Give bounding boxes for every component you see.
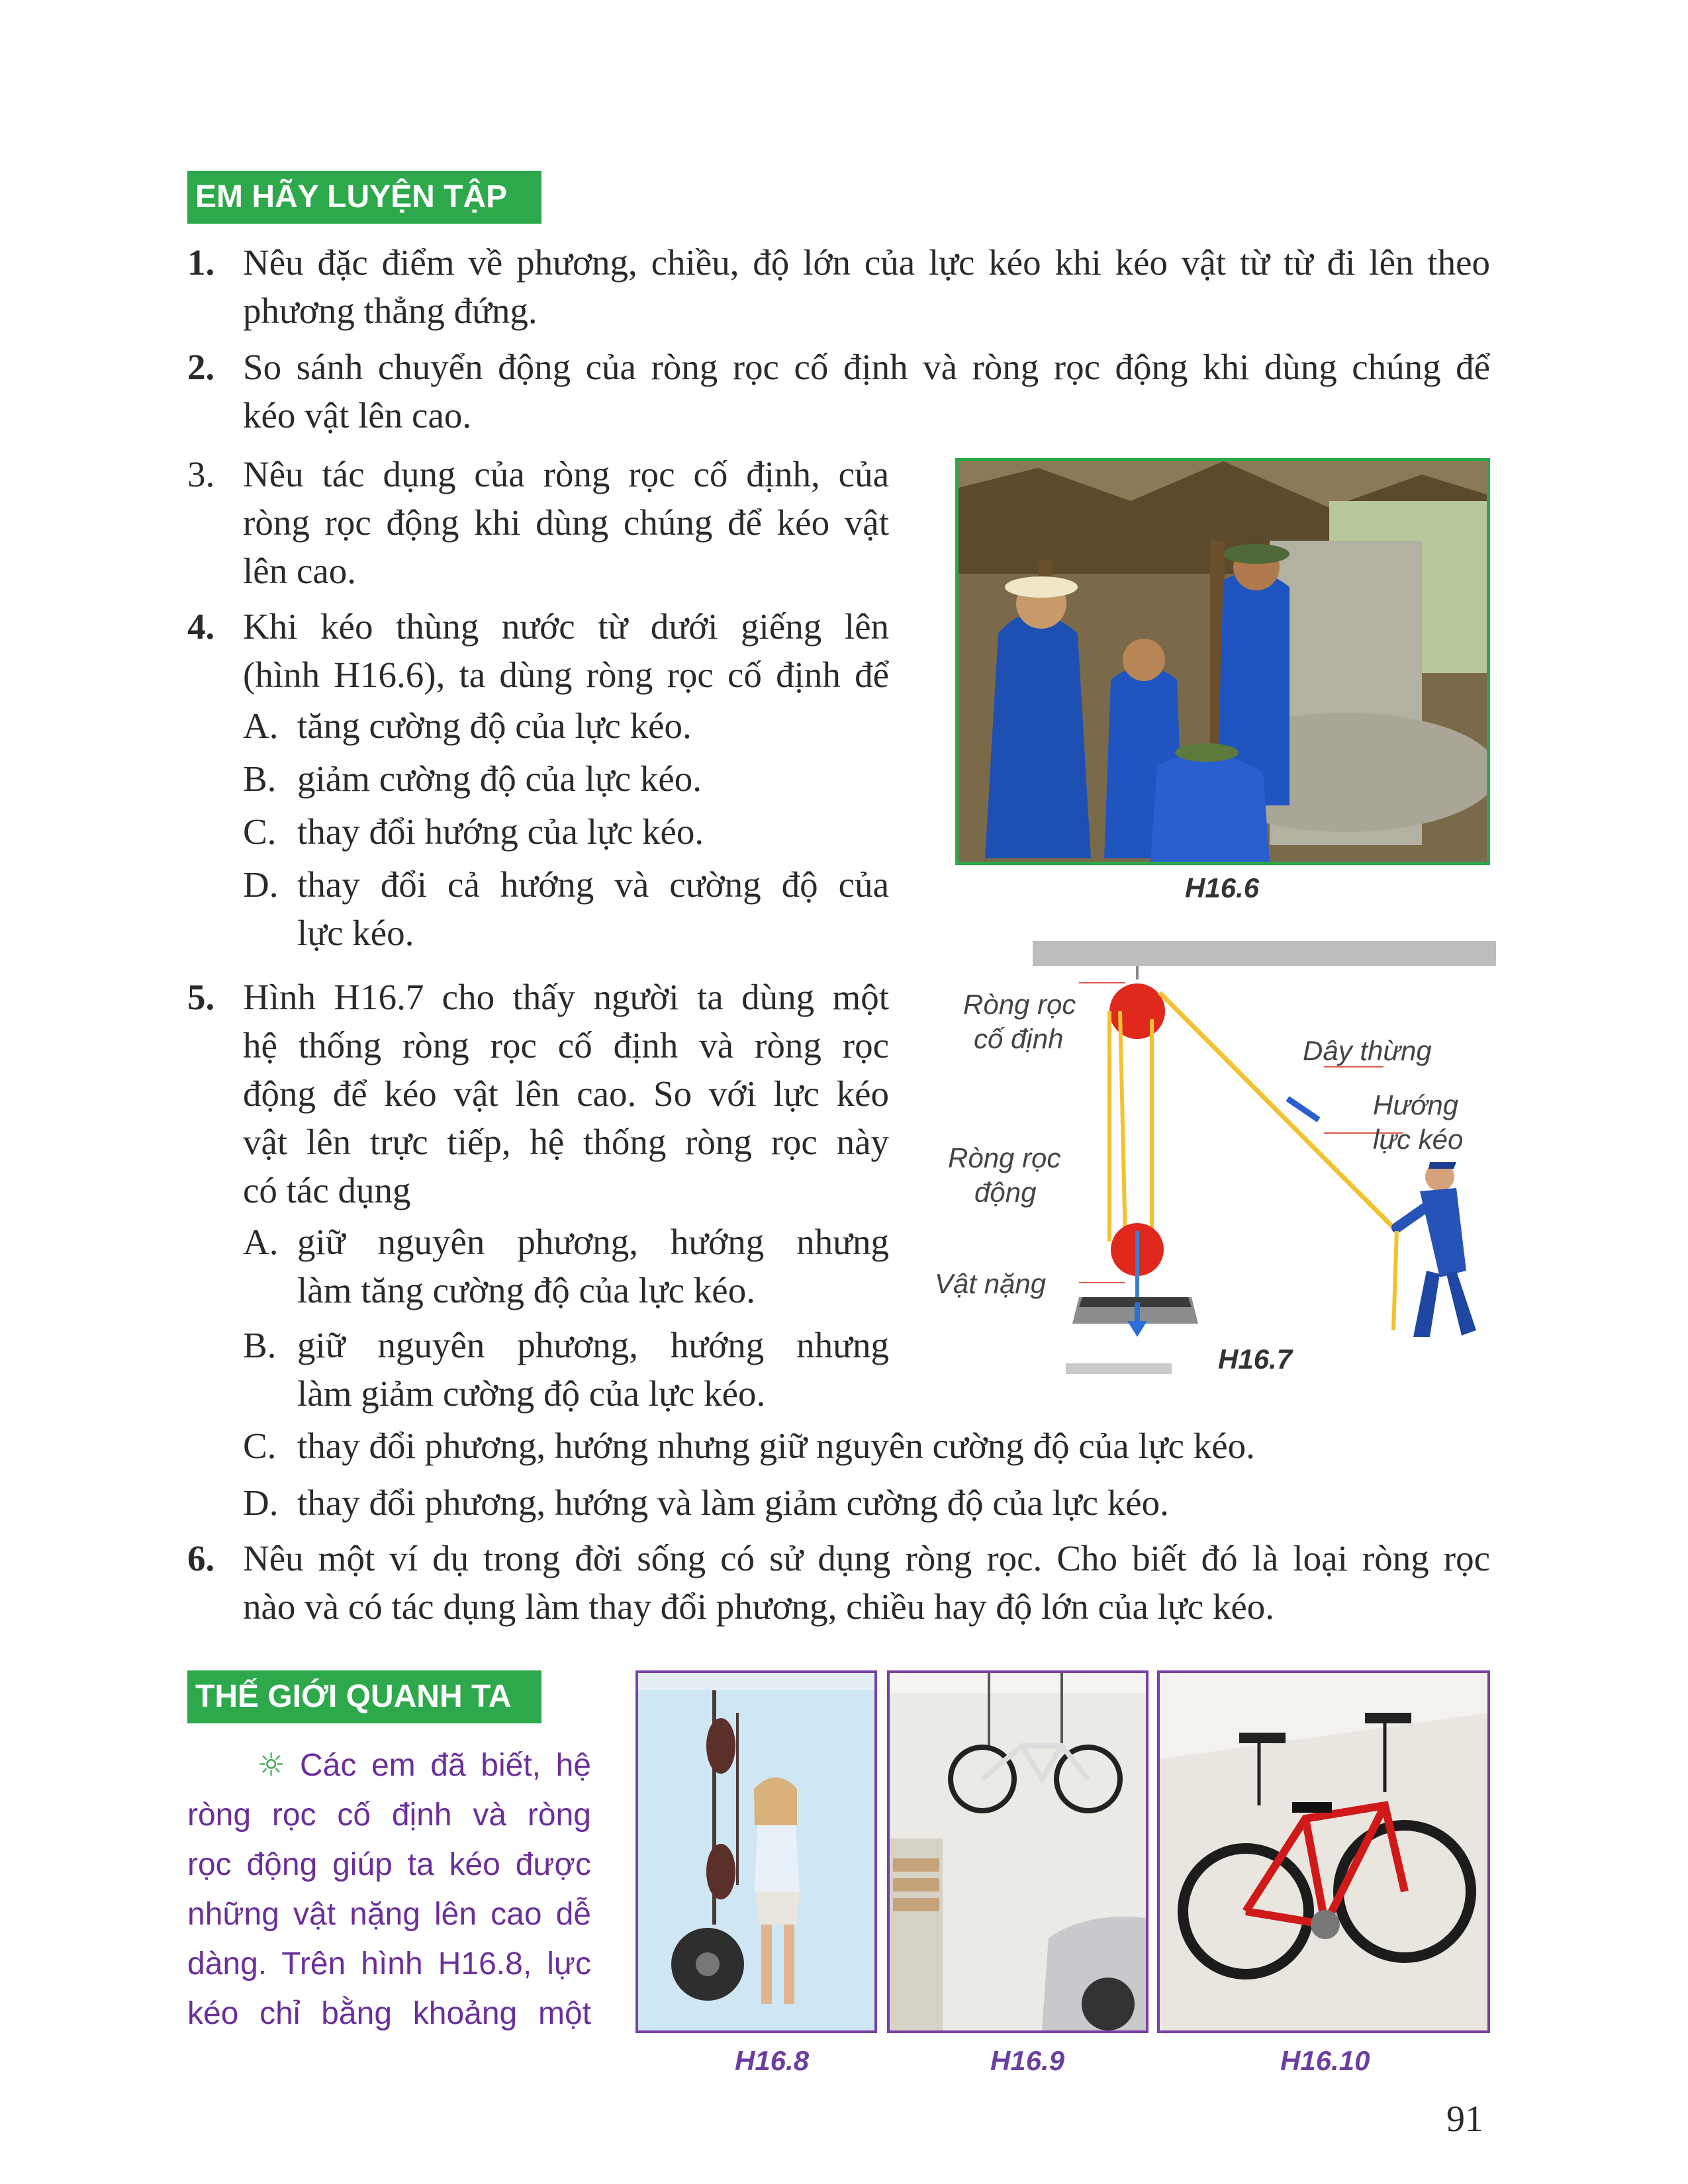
- label-pull-direction: [1373, 1088, 1463, 1157]
- fixed-pulley: [1109, 983, 1165, 1039]
- question-line: lên cao.: [243, 551, 357, 591]
- pull-direction-arrow: [1288, 1099, 1319, 1120]
- question-number: 2.: [187, 347, 215, 387]
- question-line: phương thẳng đứng.: [243, 291, 538, 331]
- option-letter: A.: [243, 1222, 279, 1262]
- option-text: thay đổi phương, hướng nhưng giữ nguyên cường độ của lực kéo.: [297, 1426, 1255, 1466]
- question-line: Khi kéo thùng nước từ dưới giếng lên: [243, 606, 889, 647]
- photo-h16-10: [1157, 1670, 1490, 2033]
- question-number: 6.: [187, 1538, 215, 1578]
- man-pulling: [1393, 1162, 1476, 1337]
- option-letter: D.: [243, 864, 279, 905]
- option-text: giữ nguyên phương, hướng nhưng: [297, 1325, 889, 1365]
- practice-heading: EM HÃY LUYỆN TẬP: [187, 171, 541, 224]
- option-text: làm tăng cường độ của lực kéo.: [297, 1270, 755, 1310]
- question-line: Hình H16.7 cho thấy người ta dùng một: [243, 977, 889, 1017]
- question-number: 1.: [187, 242, 215, 283]
- label-fixed-pulley: [963, 987, 1076, 1056]
- question-number: 5.: [187, 977, 215, 1017]
- figure-caption-h16-10: H16.10: [1280, 2045, 1370, 2076]
- question-line: So sánh chuyển động của ròng rọc cố định và ròng rọc động khi dùng chúng để: [243, 347, 1490, 387]
- option-text: thay đổi phương, hướng và làm giảm cường độ của lực kéo.: [297, 1482, 1169, 1523]
- option-text: lực kéo.: [297, 913, 414, 953]
- option-letter: A.: [243, 705, 279, 746]
- page-number: 91: [1446, 2099, 1483, 2140]
- world-line: ròng rọc cố định và ròng: [187, 1797, 591, 1833]
- option-text: thay đổi cả hướng và cường độ của: [297, 864, 889, 905]
- girl-pulley-illustration: [638, 1673, 874, 2030]
- question-line: Nêu tác dụng của ròng rọc cố định, của: [243, 454, 889, 494]
- option-letter: D.: [243, 1482, 279, 1523]
- option-letter: C.: [243, 1426, 277, 1466]
- well-photo-illustration: [959, 461, 1487, 862]
- label-rope: Dây thừng: [1303, 1035, 1432, 1066]
- option-text: giữ nguyên phương, hướng nhưng: [297, 1222, 889, 1262]
- question-line: Nêu một ví dụ trong đời sống có sử dụng ròng rọc. Cho biết đó là loại ròng rọc: [243, 1538, 1490, 1578]
- question-line: hệ thống ròng rọc cố định và ròng rọc: [243, 1025, 889, 1066]
- label-line: cố định: [974, 1023, 1064, 1054]
- photo-h16-9: [887, 1670, 1149, 2033]
- label-line: Ròng rọc: [963, 989, 1076, 1020]
- question-line: có tác dụng: [243, 1170, 411, 1210]
- world-line: rọc động giúp ta kéo được: [187, 1847, 591, 1882]
- ceiling-beam: [1033, 941, 1496, 966]
- option-text: giảm cường độ của lực kéo.: [297, 758, 702, 799]
- question-line: (hình H16.6), ta dùng ròng rọc cố định để: [243, 655, 889, 695]
- figure-caption-h16-8: H16.8: [735, 2045, 810, 2076]
- world-line: những vật nặng lên cao dễ: [187, 1897, 591, 1932]
- figure-caption-h16-7: H16.7: [1218, 1343, 1293, 1375]
- label-line: Hướng: [1373, 1089, 1459, 1120]
- option-letter: B.: [243, 1325, 277, 1365]
- world-line: kéo chỉ bằng khoảng một: [187, 1996, 591, 2031]
- figure-caption-h16-9: H16.9: [990, 2045, 1065, 2076]
- question-line: động để kéo vật lên cao. So với lực kéo: [243, 1073, 889, 1114]
- bike-garage-illustration: [890, 1673, 1146, 2030]
- figure-caption-h16-6: H16.6: [1185, 872, 1260, 903]
- red-bike-illustration: [1160, 1673, 1487, 2030]
- label-line: lực kéo: [1373, 1124, 1464, 1155]
- world-line: Các em đã biết, hệ: [300, 1748, 591, 1783]
- label-weight: Vật nặng: [935, 1268, 1047, 1299]
- sun-icon: ☼: [257, 1747, 286, 1784]
- photo-h16-8: [635, 1670, 877, 2033]
- question-line: nào và có tác dụng làm thay đổi phương, chiều hay độ lớn của lực kéo.: [243, 1586, 1275, 1627]
- question-line: vật lên trực tiếp, hệ thống ròng rọc này: [243, 1122, 889, 1162]
- question-line: kéo vật lên cao.: [243, 395, 472, 435]
- label-movable-pulley: [948, 1141, 1060, 1210]
- option-letter: B.: [243, 758, 277, 799]
- option-text: thay đổi hướng của lực kéo.: [297, 811, 704, 852]
- label-line: Ròng rọc: [948, 1142, 1061, 1173]
- well-photo: [955, 458, 1490, 865]
- question-number: 4.: [187, 606, 215, 647]
- label-line: động: [974, 1177, 1037, 1208]
- option-letter: C.: [243, 811, 277, 852]
- question-number: 3.: [187, 454, 215, 494]
- option-text: tăng cường độ của lực kéo.: [297, 705, 692, 746]
- question-line: ròng rọc động khi dùng chúng để kéo vật: [243, 502, 889, 543]
- world-paragraph: [187, 1741, 591, 2038]
- rope: [1160, 993, 1397, 1231]
- option-text: làm giảm cường độ của lực kéo.: [297, 1373, 766, 1414]
- question-line: Nêu đặc điểm về phương, chiều, độ lớn của lực kéo khi kéo vật từ từ đi lên theo: [243, 242, 1490, 283]
- world-heading: THẾ GIỚI QUANH TA: [187, 1670, 541, 1723]
- world-line: dàng. Trên hình H16.8, lực: [187, 1946, 591, 1981]
